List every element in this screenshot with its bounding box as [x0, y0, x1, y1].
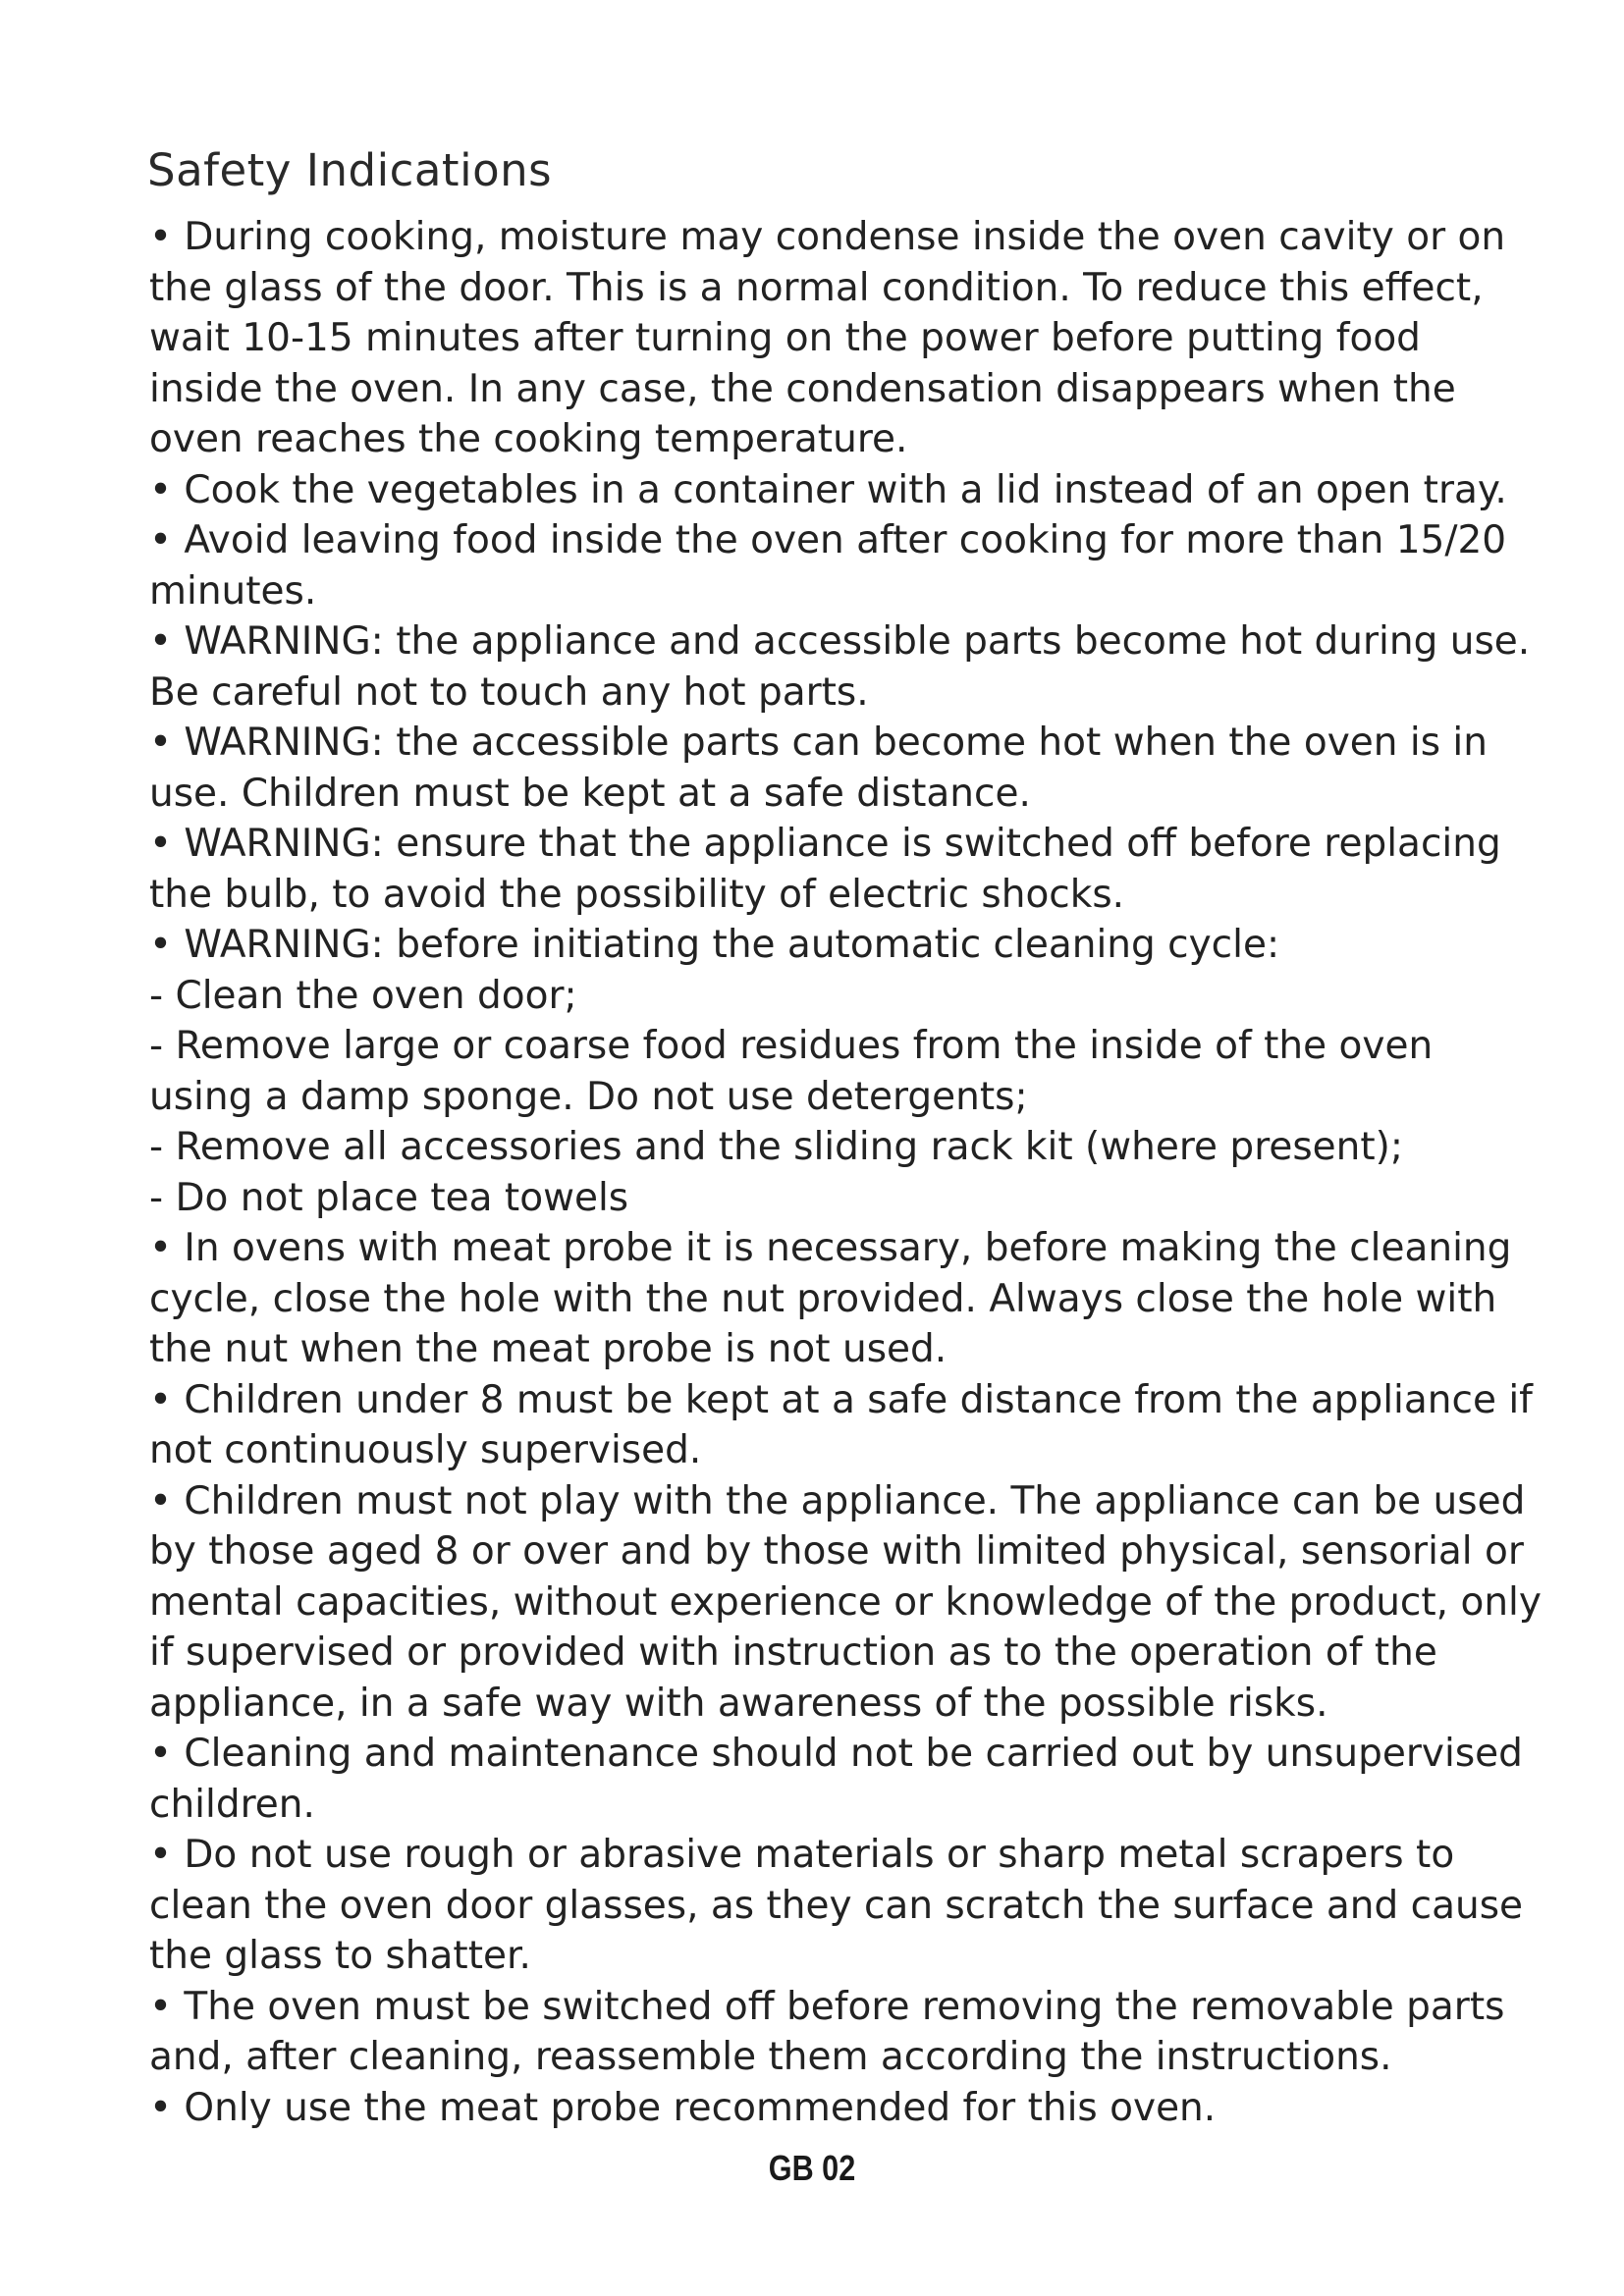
page-title: Safety Indications	[147, 144, 553, 196]
list-item: • In ovens with meat probe it is necessary, before making the cleaning cycle, close the hole with the nut provided. Always close the hole with the nut when the meat probe is not used.	[149, 1226, 1512, 1371]
list-item: • Cleaning and maintenance should not be carried out by unsupervised children.	[149, 1732, 1523, 1827]
safety-list	[149, 212, 1543, 2133]
list-item: • Children under 8 must be kept at a safe distance from the appliance if not continuously supervised.	[149, 1377, 1533, 1472]
list-item: - Clean the oven door;	[149, 973, 577, 1018]
list-item: - Remove large or coarse food residues from the inside of the oven using a damp sponge. Do not use detergents;	[149, 1024, 1434, 1119]
list-item: - Do not place tea towels	[149, 1175, 629, 1220]
list-item: • WARNING: the appliance and accessible parts become hot during use. Be careful not to touch any hot parts.	[149, 619, 1531, 715]
list-item: • The oven must be switched off before removing the removable parts and, after cleaning, reassemble them according the instructions.	[149, 1984, 1505, 2079]
list-item: - Remove all accessories and the sliding rack kit (where present);	[149, 1125, 1404, 1169]
list-item: • WARNING: ensure that the appliance is switched off before replacing the bulb, to avoid the possibility of electric shocks.	[149, 822, 1501, 917]
list-item: • WARNING: the accessible parts can become hot when the oven is in use. Children must be kept at a safe distance.	[149, 721, 1488, 816]
list-item: • Do not use rough or abrasive materials or sharp metal scrapers to clean the oven door glasses, as they can scratch the surface and cause the glass to shatter.	[149, 1833, 1524, 1978]
list-item: • WARNING: before initiating the automatic cleaning cycle:	[149, 923, 1280, 967]
page-number: GB 02	[768, 2148, 856, 2188]
list-item: • Avoid leaving food inside the oven after cooking for more than 15/20 minutes.	[149, 518, 1507, 614]
list-item: • Cook the vegetables in a container with a lid instead of an open tray.	[149, 467, 1507, 512]
list-item: • During cooking, moisture may condense inside the oven cavity or on the glass of the door. This is a normal condition. To reduce this effect, wait 10-15 minutes after turning on the power before putting food inside the oven. In any case, the condensation disappears when the oven reaches the cooking temperature.	[149, 215, 1506, 461]
list-item: • Only use the meat probe recommended for this oven.	[149, 2085, 1217, 2130]
list-item: • Children must not play with the appliance. The appliance can be used by those aged 8 or over and by those with limited physical, sensorial or mental capacities, without experience or knowledge of the product, only if supervised or provided with instruction as to the operation of the appliance, in a safe way with awareness of the possible risks.	[149, 1478, 1542, 1726]
